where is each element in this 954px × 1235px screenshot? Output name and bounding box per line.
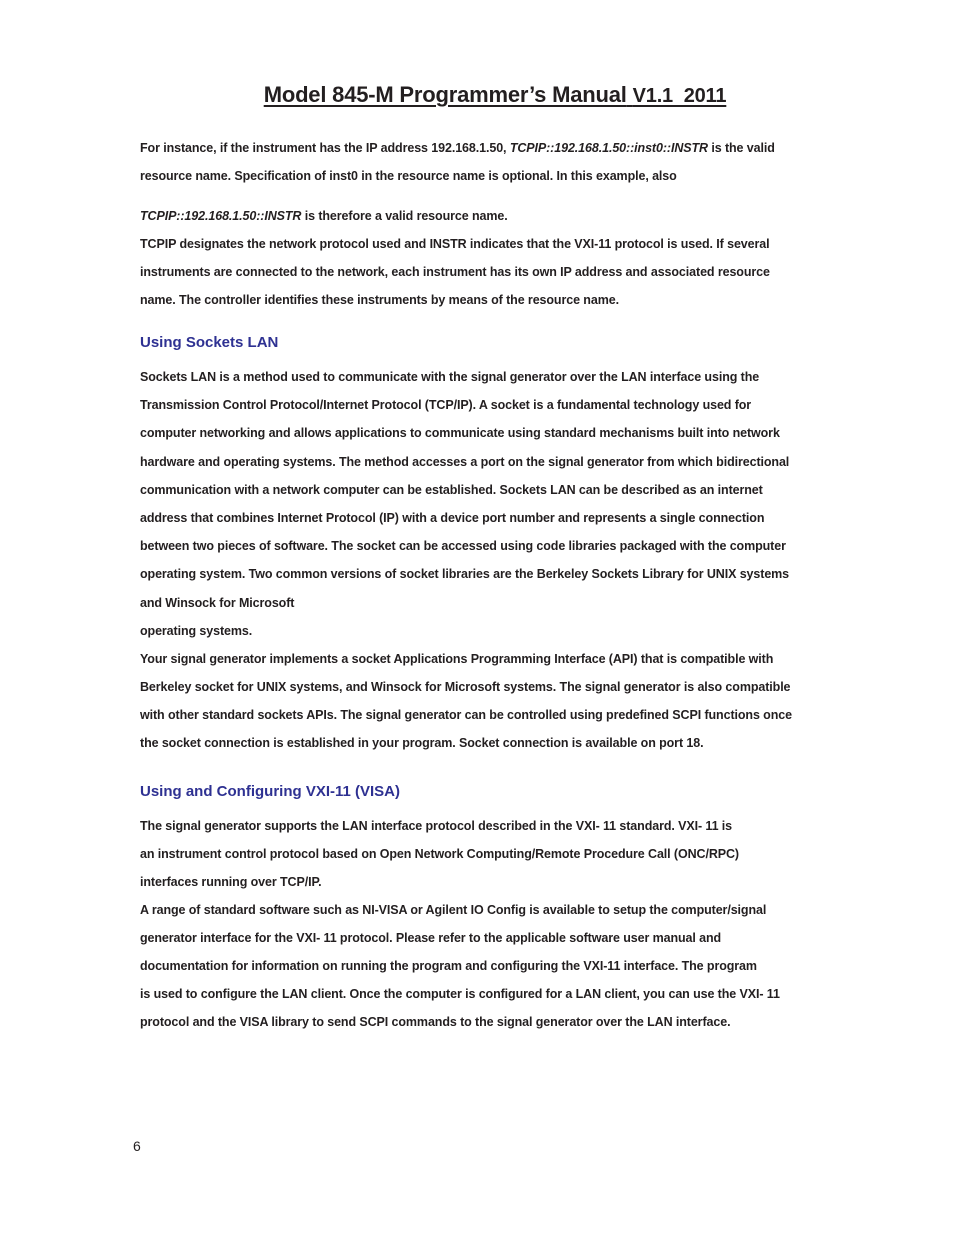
text-line: resource name. Specification of inst0 in the resource name is optional. In this example, also: [140, 169, 677, 183]
intro-paragraph-b: [140, 202, 880, 314]
resource-string: TCPIP::192.168.1.50::inst0::INSTR: [509, 141, 708, 155]
text-line: hardware and operating systems. The method accesses a port on the signal generator from which bidirectional: [140, 454, 790, 469]
text-line: interfaces running over TCP/IP.: [140, 875, 322, 889]
vxi-paragraph: [140, 812, 880, 1036]
text-line: instruments are connected to the network, each instrument has its own IP address and associated resource: [140, 265, 770, 279]
manual-title: Model 845-M Programmer’s Manual: [263, 82, 627, 107]
sockets-paragraph: [140, 363, 880, 758]
text-line: computer networking and allows applications to communicate using standard mechanisms built into network: [140, 426, 780, 441]
text-line: operating system. Two common versions of socket libraries are the Berkeley Sockets Library for UNIX systems: [140, 567, 790, 582]
section-heading-sockets-lan: Using Sockets LAN: [140, 334, 279, 351]
resource-string: TCPIP::192.168.1.50::INSTR: [140, 209, 302, 223]
text-line: communication with a network computer can be established. Sockets LAN can be described as an internet: [140, 482, 763, 497]
text-segment: For instance, if the instrument has the IP address 192.168.1.50,: [140, 141, 510, 155]
section-heading-vxi-11: Using and Configuring VXI-11 (VISA): [140, 783, 401, 800]
text-line: documentation for information on running the program and configuring the VXI-11 interface. The program: [140, 959, 757, 973]
text-line: [140, 202, 880, 230]
text-segment: is the valid: [707, 141, 775, 155]
text-line: Transmission Control Protocol/Internet Protocol (TCP/IP). A socket is a fundamental technology used for: [140, 398, 752, 413]
manual-version: V1.1 2011: [632, 85, 727, 107]
document-title: [0, 80, 954, 111]
text-line: address that combines Internet Protocol (IP) with a device port number and represents a single connection: [140, 510, 765, 525]
text-line: name. The controller identifies these instruments by means of the resource name.: [140, 293, 619, 307]
text-line: A range of standard software such as NI-VISA or Agilent IO Config is available to setup the computer/signal: [140, 903, 767, 917]
text-line: the socket connection is established in your program. Socket connection is available on port 18.: [140, 736, 704, 751]
text-line: Your signal generator implements a socket Applications Programming Interface (API) that is compatible with: [140, 651, 774, 666]
page-number: 6: [133, 1138, 141, 1154]
text-line: The signal generator supports the LAN interface protocol described in the VXI- 11 standard. VXI- 11 is: [140, 819, 733, 833]
text-line: TCPIP designates the network protocol used and INSTR indicates that the VXI-11 protocol is used. If several: [140, 237, 770, 251]
text-segment: is therefore a valid resource name.: [301, 209, 508, 223]
intro-paragraph-a: [140, 134, 880, 190]
text-line: Berkeley socket for UNIX systems, and Winsock for Microsoft systems. The signal generator is also compatible: [140, 680, 791, 695]
text-line: is used to configure the LAN client. Once the computer is configured for a LAN client, you can use the VXI- 11: [140, 987, 780, 1001]
text-line: and Winsock for Microsoft: [140, 595, 295, 610]
text-line: Sockets LAN is a method used to communicate with the signal generator over the LAN interface using the: [140, 370, 760, 384]
text-line: with other standard sockets APIs. The signal generator can be controlled using predefined SCPI functions once: [140, 708, 792, 723]
text-line: [140, 134, 880, 162]
text-line: protocol and the VISA library to send SCPI commands to the signal generator over the LAN interface.: [140, 1015, 731, 1029]
text-line: an instrument control protocol based on Open Network Computing/Remote Procedure Call (ONC/RPC): [140, 847, 739, 861]
text-line: operating systems.: [140, 623, 253, 638]
text-line: between two pieces of software. The socket can be accessed using code libraries packaged with the computer: [140, 539, 786, 554]
text-line: generator interface for the VXI- 11 protocol. Please refer to the applicable software user manual and: [140, 931, 722, 945]
